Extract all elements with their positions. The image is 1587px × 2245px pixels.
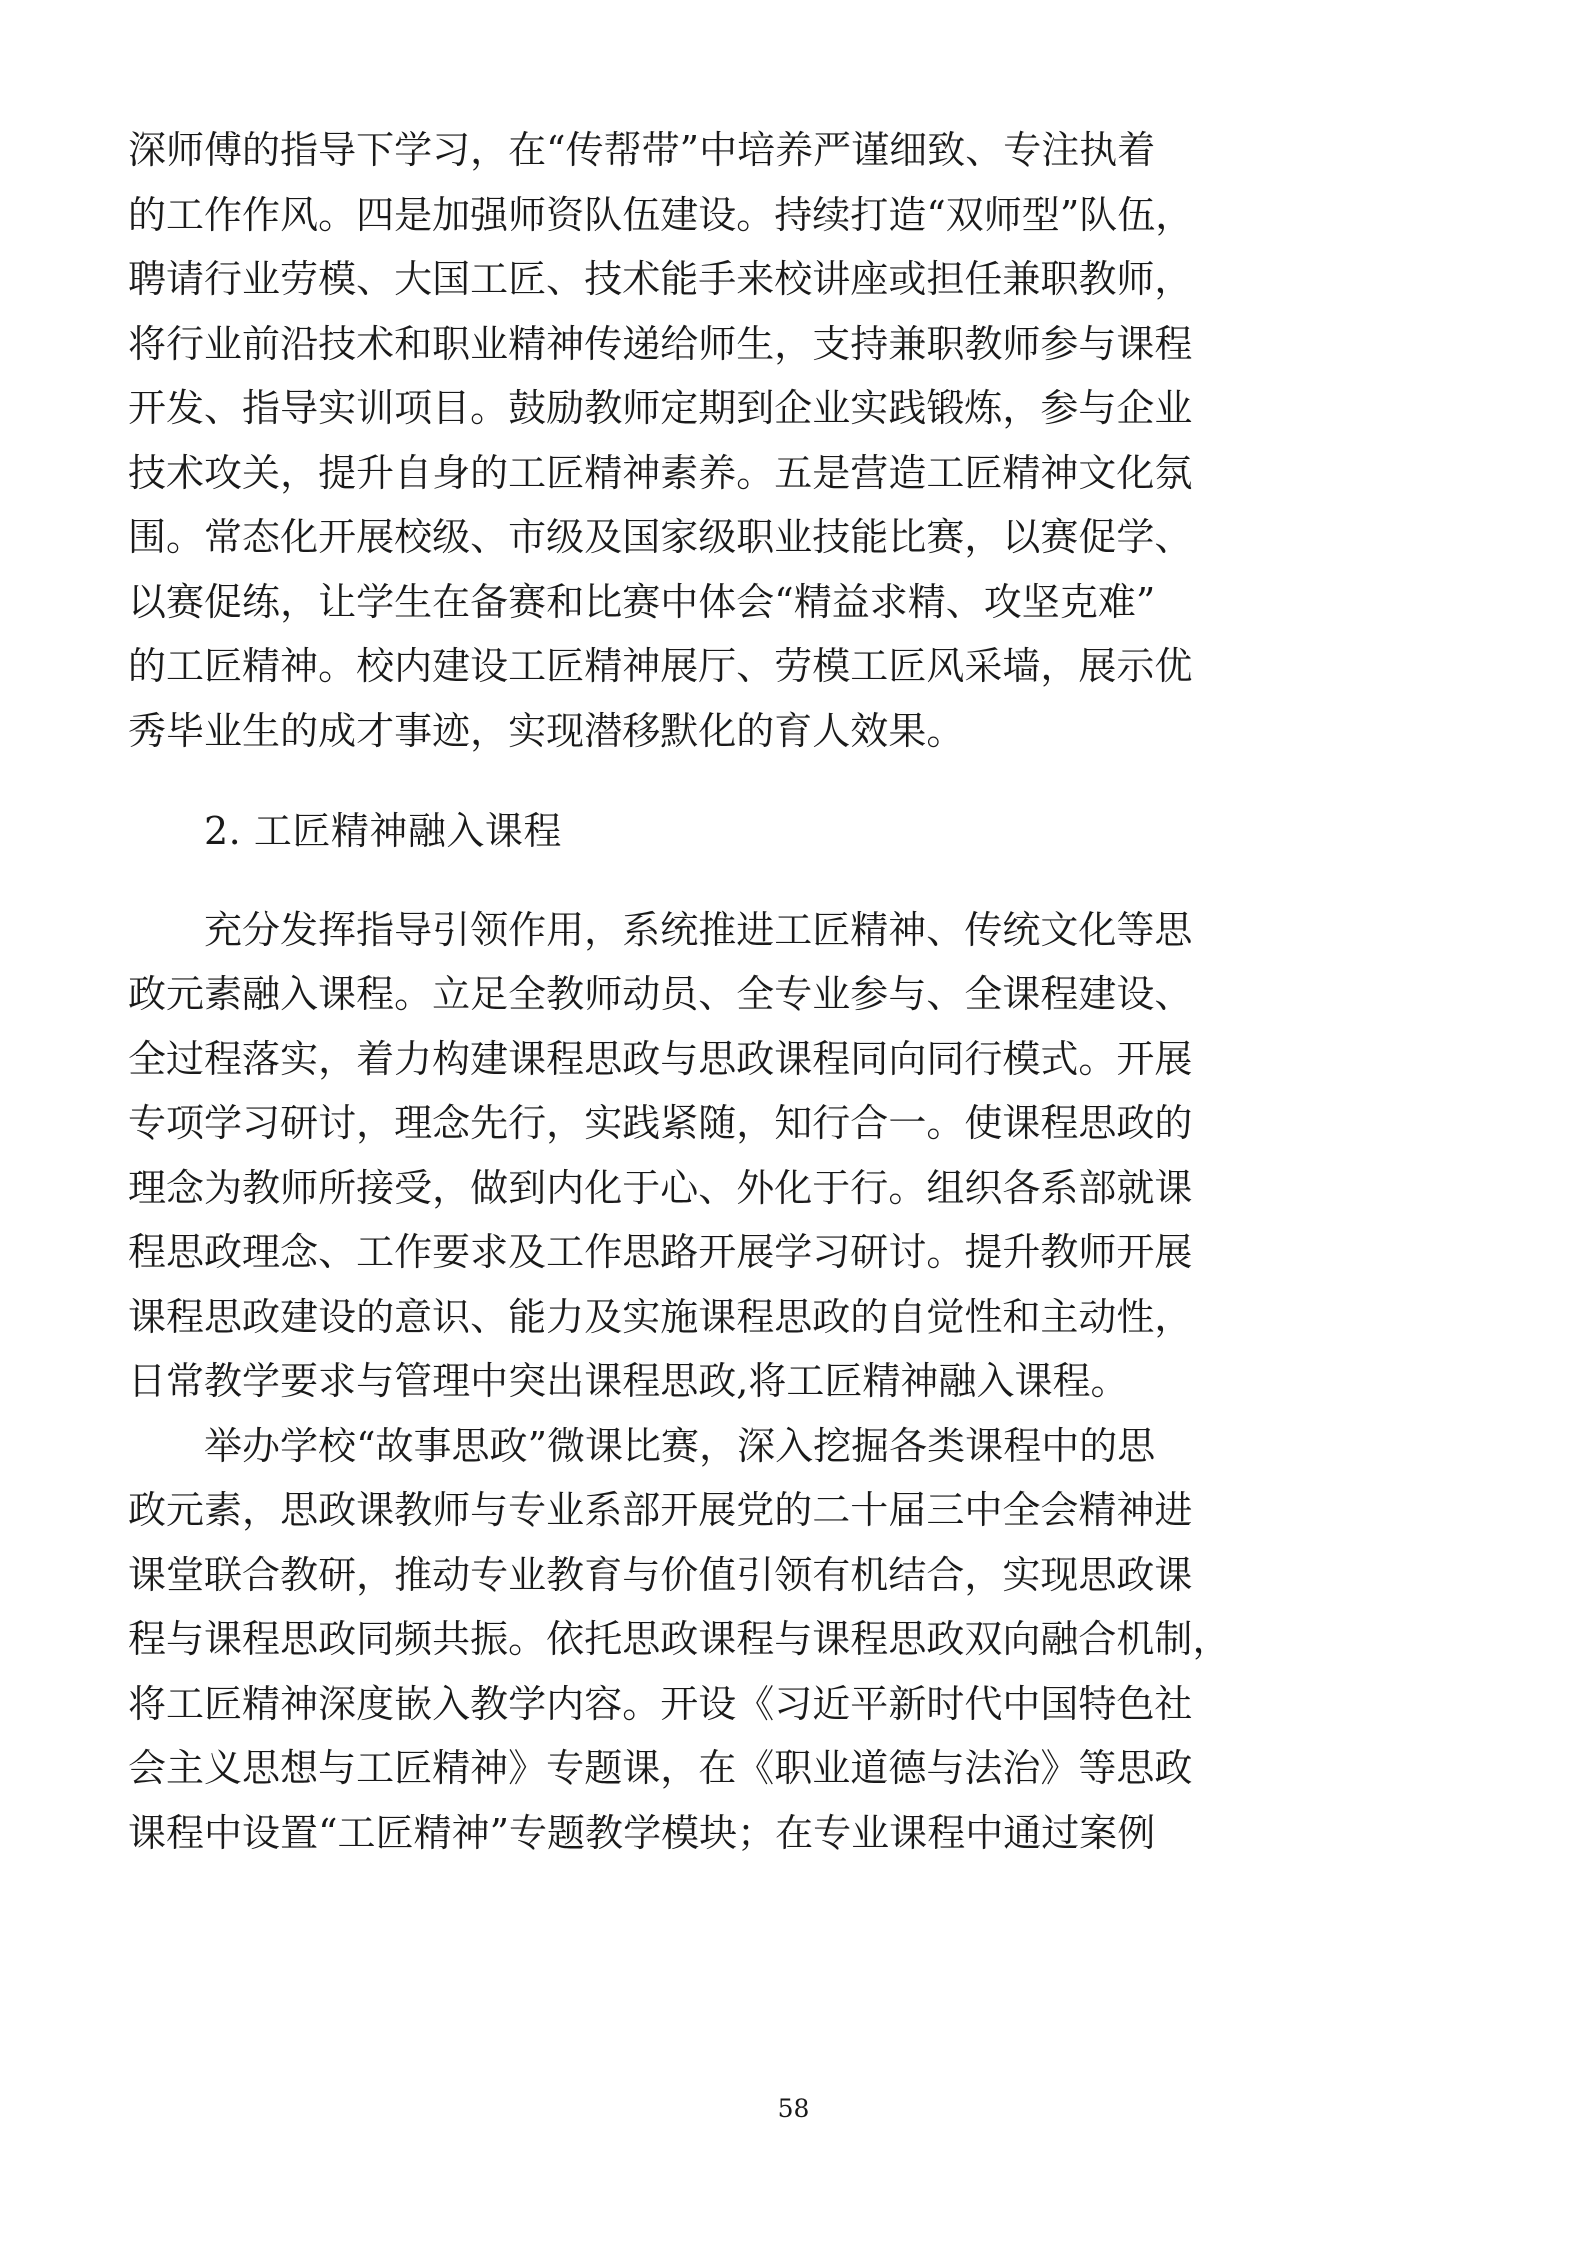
- text-line: 程 思 政 理 念 、 工 作 要 求 及 工 作 思 路 开 展 学 习 研 讨 。 提 升 教 师 开 展: [128, 1230, 1193, 1274]
- text-line: 理 念 为 教 师 所 接 受 ， 做 到 内 化 于 心 、 外 化 于 行 。 组 织 各 系 部 就 课: [128, 1165, 1193, 1210]
- heading-spacer-top: [128, 763, 1030, 799]
- text-line: 以 赛 促 练 ， 让 学 生 在 备 赛 和 比 赛 中 体 会 “ 精 益 求 精 、 攻 坚 克 难 ”: [128, 579, 1156, 624]
- paragraph-curriculum-integration: [128, 898, 1193, 1414]
- paragraph-continued: [128, 118, 1194, 763]
- paragraph-indent: [128, 898, 204, 963]
- text-line: 课 堂 联 合 教 研 ， 推 动 专 业 教 育 与 价 值 引 领 有 机 结 合 ， 实 现 思 政 课: [128, 1552, 1193, 1597]
- text-line: 政 元 素 融 入 课 程 。 立 足 全 教 师 动 员 、 全 专 业 参 与 、 全 课 程 建 设 、: [128, 972, 1193, 1016]
- text-line: 围 。 常 态 化 开 展 校 级 、 市 级 及 国 家 级 职 业 技 能 比 赛 ， 以 赛 促 学 、: [128, 515, 1193, 559]
- text-line: 课 程 思 政 建 设 的 意 识 、 能 力 及 实 施 课 程 思 政 的 自 觉 性 和 主 动 性 ，: [128, 1294, 1193, 1339]
- text-line: 将 工 匠 精 神 深 度 嵌 入 教 学 内 容 。 开 设 《 习 近 平 新 时 代 中 国 特 色 社: [128, 1681, 1193, 1726]
- page-number: 58: [777, 2094, 810, 2123]
- text-body: [128, 118, 1231, 1865]
- paragraph-indent: [128, 1414, 204, 1479]
- text-line: 秀 毕 业 生 的 成 才 事 迹 ， 实 现 潜 移 默 化 的 育 人 效 果 。: [128, 708, 965, 753]
- text-line: 开 发 、 指 导 实 训 项 目 。 鼓 励 教 师 定 期 到 企 业 实 践 锻 炼 ， 参 与 企 业: [128, 386, 1193, 430]
- section-heading: 2. 工匠精神融入课程: [204, 809, 562, 853]
- page-content: [128, 118, 1231, 1865]
- text-line: 深 师 傅 的 指 导 下 学 习 ， 在 “ 传 帮 带 ” 中 培 养 严 谨 细 致 、 专 注 执 着: [128, 128, 1156, 172]
- text-line: 的 工 匠 精 神 。 校 内 建 设 工 匠 精 神 展 厅 、 劳 模 工 匠 风 采 墙 ， 展 示 优: [128, 644, 1193, 688]
- text-line: 充 分 发 挥 指 导 引 领 作 用 ， 系 统 推 进 工 匠 精 神 、 传 统 文 化 等 思: [128, 898, 1030, 963]
- text-line: 的 工 作 作 风 。 四 是 加 强 师 资 队 伍 建 设 。 持 续 打 造 “ 双 师 型 ” 队 伍 ，: [128, 192, 1194, 237]
- text-line: 全 过 程 落 实 ， 着 力 构 建 课 程 思 政 与 思 政 课 程 同 向 同 行 模 式 。 开 展: [128, 1036, 1193, 1081]
- paragraph-micro-lesson-competition: [128, 1414, 1231, 1866]
- text-line: 将 行 业 前 沿 技 术 和 职 业 精 神 传 递 给 师 生 ， 支 持 兼 职 教 师 参 与 课 程: [128, 321, 1193, 366]
- text-line: 专 项 学 习 研 讨 ， 理 念 先 行 ， 实 践 紧 随 ， 知 行 合 一 。 使 课 程 思 政 的: [128, 1101, 1193, 1145]
- text-line: 课 程 中 设 置 “ 工 匠 精 神 ” 专 题 教 学 模 块 ； 在 专 业 课 程 中 通 过 案 例: [128, 1810, 1156, 1855]
- text-line: 政 元 素 ， 思 政 课 教 师 与 专 业 系 部 开 展 党 的 二 十 届 三 中 全 会 精 神 进: [128, 1488, 1193, 1532]
- text-line: 日 常 教 学 要 求 与 管 理 中 突 出 课 程 思 政 , 将 工 匠 精 神 融 入 课 程 。: [128, 1359, 1129, 1403]
- text-line: 举 办 学 校 “ 故 事 思 政 ” 微 课 比 赛 ， 深 入 挖 掘 各 类 课 程 中 的 思: [128, 1414, 1030, 1479]
- text-line: 聘 请 行 业 劳 模 、 大 国 工 匠 、 技 术 能 手 来 校 讲 座 或 担 任 兼 职 教 师 ，: [128, 257, 1193, 301]
- text-line: 技 术 攻 关 ， 提 升 自 身 的 工 匠 精 神 素 养 。 五 是 营 造 工 匠 精 神 文 化 氛: [128, 450, 1193, 495]
- text-line: 会 主 义 思 想 与 工 匠 精 神 》 专 题 课 ， 在 《 职 业 道 德 与 法 治 》 等 思 政: [128, 1746, 1193, 1790]
- heading-spacer-bottom: [128, 864, 1030, 898]
- text-line: 程 与 课 程 思 政 同 频 共 振 。 依 托 思 政 课 程 与 课 程 思 政 双 向 融 合 机 制 ，: [128, 1617, 1231, 1661]
